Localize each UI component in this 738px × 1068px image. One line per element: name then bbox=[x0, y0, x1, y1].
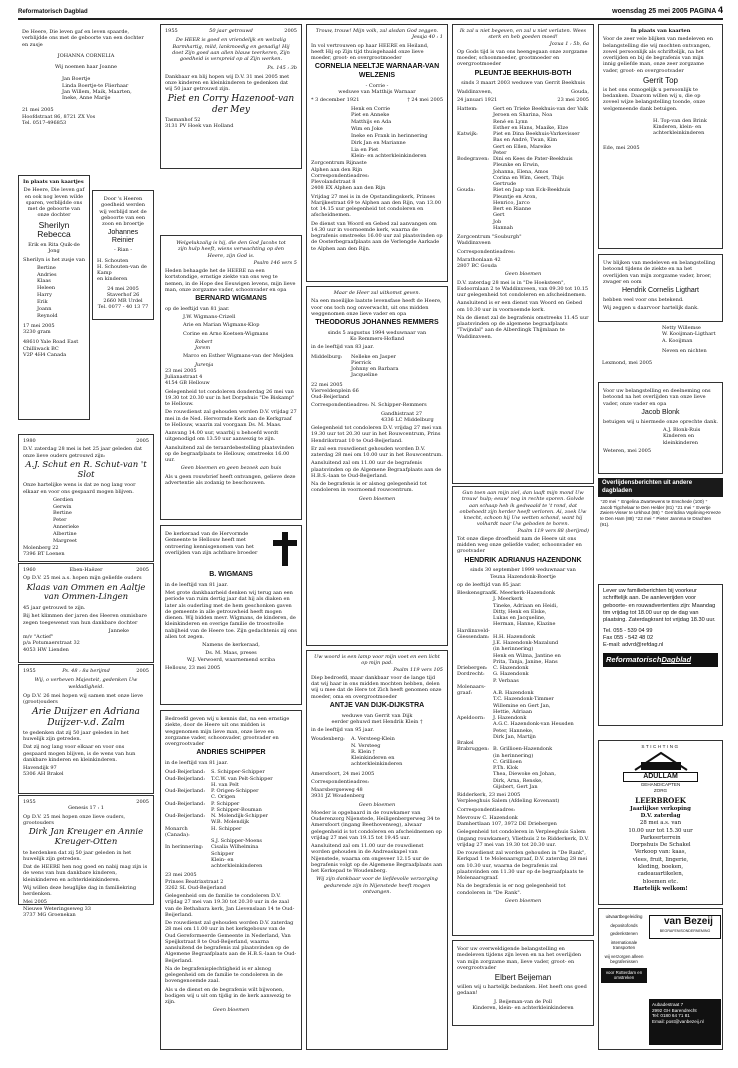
death-remmers: Maar de Heer zal uitkomst geven. Na een moeilijke laatste levensfase heeft de Heere, voor ons toch nog onverwacht, uit ons midden weggenomen onze lieve vader en opa THEODORUS JOHANNES REMMERS sinds 5 augustus 1994 weduwnaar van Ko Remmers-Hofland in de leeftijd van 83 jaar. Middelburg: Nelleke en Jasper Pierrick Johnny en Barbara Jacqueline 22 mei 2005 Vierveldenplein 66 Oud-Beijerland Correspondentieadres: N. Schipper-Remmers Gandhistraat 27 4336 LC Middelburg Gelegenheid tot condoleren D.V. vrijdag 27 mei van 19.30 uur tot 20.30 uur in het Rouwcentrum, Prins Hendrikstraat 10 te Oud-Beijerland. Er zal een rouwdienst gehouden worden D.V. zaterdag 28 mei om 10.00 uur in het Rouwcentrum. Aansluitend zal om 11.00 uur de begrafenis plaatsvinden op de Algemene Begraafplaats aan de H.B.S.-laan te Oud-Beijerland. Na de begrafenis is er alsnog gelegenheid tot condoleren in voornoemd rouwcentrum. Geen bloemen bbox=[306, 286, 448, 646]
family-place: Hattem: bbox=[457, 106, 478, 112]
family-names: C. Origen bbox=[211, 794, 236, 801]
family-place: Hardinxveld- bbox=[457, 627, 490, 634]
family-names: A.B. Hazendonk bbox=[493, 690, 534, 696]
thanks-ligthart: Uw blijken van medeleven en belangstelling betoond tijdens de ziekte en na het overlijden van mijn zorgzame vader, broer, zwager en oom Hendrik Cornelis Ligthart hebben veel voor ons betekend. Wij zeggen u daarvoor hartelijk dank. bbox=[598, 254, 723, 322]
family-names: Tineke, Adriaan en Heidi, bbox=[493, 602, 558, 609]
family-place: Oud-Beijerland: bbox=[165, 800, 206, 807]
family-names: Nelleke en Jasper bbox=[351, 353, 396, 360]
van-bezeij-contact: Aubadestraat 7 2992 GH Barendrecht Tel: 0180 64 71 81 Email: post@vanbezeij.nl bbox=[649, 999, 721, 1045]
family-names: achterkleinkinderen bbox=[351, 761, 403, 768]
birth-announcement-sherilyn: In plaats van kaartjes De Heere, Die leven gaf en ook nog leven wilde sparen, verblijdde ons met de geboorte van onze dochter Sherilyn Rebecca Erik en Rita Quik-de Jong Sherilyn is het zusje van Bertine Andries Klaas Heleen Harry Erik Joann Reynold 17 mei 2005 3230 gram 48610 Yale Road East Chilliwack BC V2P 4H4 Canada bbox=[18, 175, 90, 420]
family-names: Jeroen en Sharina, Noa bbox=[493, 112, 553, 119]
family-names: Piet en Dina Beekhuis-Varkevisser bbox=[493, 131, 580, 137]
family-names: Gert bbox=[493, 212, 505, 219]
family-names: P. Schipper-Bouman bbox=[211, 806, 262, 813]
family-names: J. Hazendonk bbox=[493, 715, 527, 721]
other-deaths-title: Overlijdensberichten uit andere dagbladen bbox=[598, 478, 723, 497]
family-names: (in herinnering) bbox=[493, 646, 534, 653]
van-bezeij-logo: van Bezeij BEGRAFENISONDERNEMING bbox=[649, 915, 721, 939]
family-names: J.E. Hazendonk-Mazalund bbox=[493, 640, 559, 646]
family-place: Oud-Beijerland: bbox=[165, 813, 206, 819]
family-names: Gertrude bbox=[493, 181, 517, 187]
family-names: B. Grillioen-Hazendonk bbox=[493, 746, 553, 753]
family-names: R. Klein † bbox=[351, 748, 376, 755]
family-place: Giessendam: bbox=[457, 633, 490, 640]
family-place: Woudenberg: bbox=[311, 736, 345, 743]
thanks-ligthart-signatures: Netty Willemse W. Kooijman-Ligthart A. Kooijman Neven en nichten Lexmond, mei 2005 bbox=[602, 325, 716, 366]
family-place: Oud-Beijerland: bbox=[165, 788, 206, 794]
family-place: Middelburg: bbox=[311, 353, 343, 360]
family-names: Hannah bbox=[493, 224, 513, 231]
adullam-logo-icon bbox=[631, 750, 691, 772]
family-names: Cisalia Wilhelmina bbox=[211, 844, 259, 851]
rd-advertisement: Lever uw familieberichten bij voorkeur schriftelijk aan. De aanleverijden voor geboorte- en rouwadvertenties zijn: Maandag tim vrijdag tot 18.00 uur op de dag van plaatsing. Zaterdagkrant tot vrijdag 18.30 uur. Tel. 055 - 539 04 99 Fax 055 - 542 48 02 E-mail: advrd@refdag.nl ReformatorischDagblad bbox=[598, 584, 723, 726]
family-names: N. Molendijk-Schipper bbox=[211, 813, 268, 819]
van-bezeij-advertisement: uitvaartbegeleiding depositofonds gedenkstenen internationale transporten wij verzorgen alleen begrafenissen voor Rotterdam en omstreken van Bezeij BEGRAFENISONDERNEMING Aubadestraat 7 2992 GH Barendrecht Tel: 0180 64 71 81 Email: post@vanbezeij.nl bbox=[598, 908, 723, 1050]
family-row bbox=[311, 372, 443, 378]
family-row bbox=[311, 761, 443, 767]
thanks-beijeman: Voor uw overweldigende belangstelling en medeleven tijdens zijn leven en na het overlijden van mijn zorgzame man, lieve vader, groot- en overgrootvader Elbert Beijeman willen wij u hartelijk bedanken. Het heeft ons goed gedaan! J. Beijeman-van de Poll Kinderen, klein- en achterkleinkinderen bbox=[452, 940, 594, 1026]
family-place: In herinnering: bbox=[165, 844, 204, 851]
family-names: Thea, Diewoke en Johan, bbox=[493, 771, 556, 778]
family-place: Oud-Beijerland: bbox=[165, 769, 206, 776]
death-schipper: Bedroefd geven wij u kennis dat, na een ernstige ziekte, door de Heere uit ons midden is weggenomen mijn lieve man, onze lieve en zorgzame vader, schoonvader, grootvader en overgrootvader ANDRIES SCHIPPER in de leeftijd van 81 jaar. Oud-Beijerland: S. Schipper-Schipper Oud-Beijerland: T.C.W. van Pelt-Schipper H. van Pelt Oud-Beijerland: P. Origen-Schipper C. Origen Oud-Beijerland: P. Schipper P. Schipper-Bouman Oud-Beijerland: N. Molendijk-Schipper W.B. Molendijk Monarch (Canada): H. Schipper S.J. Schipper-Moens In herinnering: Cisalia Wilhelmina Schipper Klein- en achterkleinkinderen 23 mei 2005 Prinses Beatrixstraat 2 3262 SL Oud-Beijerland Gelegenheid om de familie te condoleren D.V. vrijdag 27 mei van 19.30 tot 20.30 uur in de zaal van de Bethabara kerk, Jan Lievenslaan 14 te Oud-Beijerland. De rouwdienst zal gehouden worden D.V. zaterdag 28 mei om 11.00 uur in het kerkgebouw van de Oud Gereformeerde Gemeente in Nederland, Van Speijkstraat 8 te Oud-Beijerland, waarna aansluitend de begrafenis zal plaatsvinden op de Algemene Begraafplaats aan de H.B.S.-laan te Oud-Beijerland. Na de begrafenisplechtigheid is er alsnog gelegenheid om de familie te condoleren in de bovengenoemde zaal. Als u de dienst en de begrafenis wilt bijwonen, bodigen wij u uit om tijdig in de kerk aanwezig te zijn. Geen bloemen bbox=[160, 710, 302, 1050]
family-place: Monarch (Canada): bbox=[165, 825, 190, 838]
anniversary-schut: 1980 2005 D.V. zaterdag 28 mei is het 25 jaar geleden dat onze lieve ouders getrouwd zijn: A.J. Schut en R. Schut-van 't Slot Onze hartelijke wens is dat ze nog lang voor elkaar en voor ons gespaard mogen blijven. Gerdien Gerwin Bertine Peter Annerieke Albertine Margreet Molenberg 22 7396 BT Loenen bbox=[18, 434, 154, 562]
family-names: Gert en Trieke Beekhuis-van der Valk bbox=[493, 106, 589, 112]
family-place: Driebergen: bbox=[457, 665, 488, 671]
family-names: Henrico, Jarco bbox=[493, 199, 530, 206]
family-names: J. Meerkerk bbox=[493, 596, 523, 603]
family-names: Klein- en bbox=[211, 856, 234, 863]
other-deaths-body: ⁺20 mei ⁺ Engelina Zwartewens te Enschede (100) ⁺ Jacob Tigchelaar te Den Helder (81) ⁺21 mei ⁺ Evertje Zwiers-Visser te Urkhout (86) ⁺ Gerritdina Voplining-Kreeze te Den Ham (88) ⁺22 mei ⁺ Pieter Jannma te Drachten (91). bbox=[600, 499, 721, 527]
family-names: Peter, Hanneke, bbox=[493, 727, 534, 734]
family-place bbox=[457, 225, 493, 231]
cross-icon bbox=[273, 532, 297, 566]
family-names: A. Versteeg-Klein bbox=[351, 736, 395, 743]
family-names: Pleuntje en Aron, bbox=[493, 193, 538, 200]
family-names: P. Verbaas bbox=[493, 677, 519, 684]
family-names: (in herinnering) bbox=[493, 752, 534, 759]
death-van-dijk: Uw woord is een lamp voor mijn voet en een licht op mijn pad. Psalm 119 vers 105 Diep bedroefd, maar dankbaar voor de lange tijd dat wij haar in ons midden mochten hebben, delen wij u mee dat de Here tot Zich heeft genomen onze moeder, oma en overgrootmoeder ANTJE VAN DIJK-DIJKSTRA weduwe van Gerrit van Dijk eerder gehuwd met Hendrik Klein † in de leeftijd van 95 jaar. Woudenberg: A. Versteeg-Klein N. Versteeg R. Klein † Kleinkinderen en achterkleinkinderen Amersfoort, 24 mei 2005 Correspondentieadres: Maarsbergseweg 48 3931 JZ Woudenberg Geen bloemen Moeder is opgebaard in de rouwkamer van Ouderenzorg Nijenstede, Heiligenbergerweg 34 te Amersfoort (ingang Beethovenweg), alwaar gelegenheid is tot condoleren en afscheidnemen op vrijdag 27 mei van 19.15 tot 19.45 uur. Aansluitend zal om 11.00 uur de rouwdienst worden gehouden in de Andreaskapel van Nijenstede, waarna om ongeveer 12.15 uur de begrafenis volgt op de Algemene Begraafplaats aan het Kerkepad te Woudenberg. Wij zijn dankbaar voor de liefdevolle verzorging gedurende zijn in Nijenstede heeft mogen ontvangen. bbox=[306, 650, 448, 1050]
family-names: T.C.W. van Pelt-Schipper bbox=[211, 775, 273, 782]
family-names: T.C. Hazendonk-Timmer bbox=[493, 696, 554, 703]
family-names: Bas en André, Twan, Kim bbox=[493, 137, 558, 144]
thanks-blonk: Voor uw belangstelling en deelneming ons betoond na het overlijden van onze lieve vader, onze vader en opa Jacob Blonk betuigen wij u hiermede onze oprechte dank. A.J. Blonk-Ruis Kinderen en kleinkinderen Weteren, mei 2005 bbox=[598, 382, 723, 474]
family-names: Jacqueline bbox=[351, 372, 378, 379]
family-names: Esther en Hans, Maaike, Elze bbox=[493, 124, 569, 131]
death-hazendonk: Gun toen aan mijn ziel, dan laaft mijn mond Uw trouw' hulp; eeuw' nog in rechte sporen. Golvde aan schaap heb ik gedwaald te 't rond, dat onbehoedt zijn herder heeft verloren. Ai, zoek Uw knecht, schoon hij Uw wetten schond, want hij volhardt naar Uw geboden te horen. Psalm 119 vers 88 (berijmd) Tot onze diepe droefheid nam de Heere uit ons midden weg onze geliefde vader, schoonvader en grootvader HENDRIK ADRIANUS HAZENDONK sinds 30 september 1999 weduwnaar van Teuna Hazendonk-Boertje op de leeftijd van 85 jaar. Bleskensgraaf: K. Meerkerk-Hazendonk J. Meerkerk Tineke, Adriaan en Heidi, Ditty, Henk en Elske, Lukas en Jacqueline, Herman, Hanne, Klazine Hardinxveld- Giessendam: H.H. Hazendonk J.E. Hazendonk-Mazalund (in herinnering) Henk en Wilma, Jantine en Prita, Tanja, Janine, Hans Driebergen: C. Hazendonk Dordrecht: G. Hazendonk P. Verbaas Molenaars- graaf: A.B. Hazendonk T.C. Hazendonk-Timmer Willemine en Gert Jan, Hettie, Adriaan Apeldoorn: J. Hazendonk A.G.C. Hazendonk-van Heusden Peter, Hanneke, Dirk Jan, Martijn Brakel Brabruggen: B. Grillioen-Hazendonk (in herinnering) C. Grillioen P.Th. Klok Thea, Diewoke en Johan, Dirk, Arna, Renske, Gijsbert, Gert Jan Ridderkerk, 23 mei 2005 Verpleeghuis Salem (Afdeling Kovenant) Correspondentieadres: Mevrouw C. Hazendonk Damhertlaan 107, 3972 DE Driebergen Gelegenheid tot condoleren in Verpleeghuis Salem (ingang rouwkamer), Vliethuis 2 te Ridderkerk, D.V. vrijdag 27 mei van 19.30 tot 20.30 uur. De rouwdienst zal worden gehouden in "De Rank", Kerkpad 1 te Molenaarsgraaf, D.V. zaterdag 28 mei om 10.30 uur, waarna de begrafenis zal plaatsvinden om 11.30 uur op de begraafplaats te Molenaarsgraaf. Na de begrafenis is er nog gelegenheid tot condoleren in "De Rank". Geen bloemen bbox=[452, 486, 594, 936]
family-names: H. Schipper bbox=[211, 825, 242, 832]
family-names: achterkleinkinderen bbox=[211, 863, 263, 869]
death-wigmans-church: De kerkeraad van de Hervormde Gemeente te Hellouw heeft met ontroering kennisgenomen van het overlijden van zijn achtbare broeder B. WIGMANS in de leeftijd van 81 jaar. Met grote dankbaarheid denken wij terug aan een periode van ruim dertig jaar dat hij als diaken en later als ouderling met de hem geschonken gaven de gemeente in alle getrouwheid heeft mogen dienen. Wij bidden mevr. Wigmans, de kinderen, de kleinkinderen en overige familie de troostvolle nabijheid van de Heere toe. Zijn gedachtenis zij ons allen tot zegen. Namens de kerkeraad, Ds. M. Maas, preses W.J. Verwoerd, waarnemend scriba Hellouw, 23 mei 2005 bbox=[160, 525, 302, 705]
family-names: K. Meerkerk-Hazendonk bbox=[493, 590, 555, 596]
family-place: Bodegraven: bbox=[457, 156, 490, 162]
family-names: Bert en Rianne bbox=[493, 206, 532, 212]
family-names: Corina en Wim, Geert, Thijs bbox=[493, 174, 564, 181]
family-row bbox=[165, 826, 297, 839]
family-place: Bleskensgraaf: bbox=[457, 590, 495, 596]
family-names: G. Hazendonk bbox=[493, 671, 529, 678]
family-names: Kleinkinderen en bbox=[351, 755, 395, 761]
anniversary-van-ommen: 1960 Eben-Haëzer 2005 Op D.V. 25 mei a.s. hopen mijn geliefde ouders Klaas van Ommen en Aaltje van Ommen-Lingen 45 jaar getrouwd te zijn. Bij het klimmen der jaren des Heeren onmisbare zegen toegewenst van hun dankbare dochter Janneke m/v "Actief" p/a Potumaerstraat 32 4053 HW Lienden bbox=[18, 563, 154, 663]
family-names: P. Schipper bbox=[211, 800, 240, 807]
family-names: René en Lynn bbox=[493, 118, 528, 125]
family-names: Dirk, Arna, Renske, bbox=[493, 777, 543, 784]
family-names: Henk en Wilma, Jantine en bbox=[493, 652, 561, 659]
family-place: Apeldoorn: bbox=[457, 715, 485, 721]
death-beekhuis: Ik zal u niet begeven, en zal u niet verlaten. Wees sterk en heb goeden moed! Jozua 1 : 5b, 6a Op Gods tijd is van ons heengegaan onze zorgzame moeder, schoonmoeder, grootmoeder en overgrootmoeder PLEUNTJE BEEKHUIS-BOTH sinds 3 maart 2003 weduwe van Gerrit Beekhuis Waddinxveen, Gouda, 24 januari 1921 23 mei 2005 Hattem: Gert en Trieke Beekhuis-van der Valk Jeroen en Sharina, Noa René en Lynn Esther en Hans, Maaike, Elze Katwijk: Piet en Dina Beekhuis-Varkevisser Bas en André, Twan, Kim Gert en Ellen, Mareike Peter Bodegraven: Dini en Kees de Pater-Beekhuis Pleunke en Erwin, Johanna, Elena, Amos Corina en Wim, Geert, Thijs Gertrude Gouda: Riet en Jaap van Eck-Beekhuis Pleuntje en Aron, Henrico, Jarco Bert en Rianne Gert Job Hannah Zorgcentrum "Souburgh" Waddinxveen Correspondentieadres: Marathonlaan 42 2807 BC Gouda Geen bloemen D.V. zaterdag 28 mei is in "De Hoeksteen", Esdoornlaan 2 te Waddinxveen, van 09.30 tot 10.15 uur gelegenheid tot condoleren en afscheidnemen. Aansluitend is er een dienst van Woord en Gebed om 10.30 uur in voornoemde kerk. Na de dienst zal de begrafenis omstreeks 11.45 uur plaatsvinden op de algemene begraafplaats "Twijndal" aan de Alberdingk Thijmlaan te Waddinxveen. bbox=[452, 24, 594, 484]
thanks-top: In plaats van kaarten Voor de zeer vele blijken van medeleven en belangstelling die wij mochten ontvangen, zowel persoonlijk als schriftelijk, na het overlijden en bij de begrafenis van mijn innig geliefde man, onze zeer zorgzame vader, groot- en overgrootvader Gerrit Top is het ons onmogelijk u persoonlijk te bedanken. Daarom willen wij u, die op zoveel wijze belangstelling toonde, onze welgemeende dank betuigen. H. Top-van den Brink Kinderen, klein- en achterkleinkinderen Ede, mei 2005 bbox=[598, 24, 723, 249]
family-place bbox=[311, 761, 351, 767]
family-names: Lukas en Jacqueline, bbox=[493, 615, 546, 621]
other-deaths-box bbox=[598, 478, 723, 548]
family-place: Brakel bbox=[457, 740, 474, 746]
family-row bbox=[165, 863, 297, 869]
family-names: P. Origen-Schipper bbox=[211, 788, 259, 794]
death-warnaar: Trouw, trouw! Mijn volk, zal alsdan God zeggen. Jesaja 40 : 1 In vol vertrouwen op haar HEERE en Heiland, heeft Hij op Zijn tijd thuisgehaald onze lieve moeder, groot- en overgrootmoeder CORNELIA NEELTJE WARNAAR-VAN WELZENIS - Corrie - weduwe van Matthijs Warnaar * 3 december 1921 † 24 mei 2005 Henk en Corrie Piet en Anneke Matthijs en Ada Wim en Joke Ineke en Frank in herinnering Dirk Jan en Marianne Lia en Piet Klein- en achterkleinkinderen Zorgcentrum Rijnaste Alphen aan den Rijn Correspondentieadres: Plevolandstraat 8 2408 EX Alphen aan den Rijn Vrijdag 27 mei is in de Opstandingskerk, Prinses Marijkestraat 69 te Alphen aan den Rijn, van 13.00 tot 14.15 uur gelegenheid tot condoleren en afscheidnemen. De dienst van Woord en Gebed zal aanvangen om 14.30 uur in voornoemde kerk, waarna de begrafenis omstreeks 16.00 uur zal plaatsvinden op de Oosterbegraafplaats aan de Verlengde Aarkade te Alphen aan den Rijn. bbox=[306, 24, 448, 282]
family-names: Peter bbox=[493, 149, 507, 156]
family-names: Herman, Hanne, Klazine bbox=[493, 621, 556, 628]
family-names: Dini en Kees de Pater-Beekhuis bbox=[493, 156, 573, 162]
family-place: graaf: bbox=[457, 690, 473, 696]
family-place: Katwijk: bbox=[457, 131, 478, 137]
family-names: C. Hazendonk bbox=[493, 665, 529, 671]
family-place bbox=[457, 784, 493, 790]
family-place: Gouda: bbox=[457, 187, 476, 194]
family-names: Dirk Jan, Martijn bbox=[493, 733, 536, 740]
page-header bbox=[18, 6, 723, 20]
family-names: Prita, Tanja, Janine, Hans bbox=[493, 658, 558, 665]
family-names: Hettie, Adriaan bbox=[493, 708, 533, 715]
family-names: Johnny en Barbara bbox=[351, 366, 399, 372]
family-place bbox=[311, 372, 351, 378]
family-place: Oud-Beijerland: bbox=[165, 775, 206, 782]
birth-announcement-joanne: De Heere, Die leven gaf en leven spaarde, verblijdde ons met de geboorte van een dochter en zusje JOHANNA CORNELIA Wij noemen haar Joanne Jan Boertje Linda Boertje-te Flierhaar Jan Willem, Maik, Maarten, Ineke, Anne Marije 21 mei 2005 Hoofdstraat 86, 8721 ZX Vos Tel. 0517-496853 bbox=[22, 29, 144, 126]
family-names: Gert en Ellen, Mareike bbox=[493, 143, 551, 150]
family-names: Riet en Jaap van Eck-Beekhuis bbox=[493, 187, 571, 194]
family-names: H.H. Hazendonk bbox=[493, 633, 536, 640]
family-names: A.G.C. Hazendonk-van Heusden bbox=[493, 721, 574, 728]
family-names: Gijsbert, Gert Jan bbox=[493, 783, 538, 790]
family-names: C. Grillioen bbox=[493, 758, 522, 765]
anniversary-duijzer: 1955 Ps. 48 : 8a berijmd 2005 Wij, o verheven Majesteit, gedenken Uw weldadigheid. Op D.V. 26 mei hopen wij samen met onze lieve (groot)ouders Arie Duijzer en Adriana Duijzer-v.d. Zalm te gedenken dat zij 50 jaar geleden in het huwelijk zijn getreden. Dat zij nog lang voor elkaar en voor ons gespaard mogen blijven, is de wens van hun dankbare kinderen en kleinkinderen. Havendijk 97 5306 AH Brakel bbox=[18, 664, 154, 794]
page-date: woensdag 25 mei 2005 PAGINA 4 bbox=[612, 5, 723, 16]
family-place: Molenaars- bbox=[457, 683, 486, 690]
birth-announcement-rian: Door 's Heeren goedheid werden wij verblijd met de geboorte van een zoon en broertje Johannes Reinier - Rian - H. Schouten H. Schouten-van de Kamp en kinderen 24 mei 2005 Staverhof 26 2660 MR Urdel Tel. 0077 - 40 13 77 bbox=[92, 190, 154, 320]
family-place: Dordrecht: bbox=[457, 671, 485, 678]
family-names: P.Th. Klok bbox=[493, 765, 519, 771]
anniversary-hazenoot: 1955 50 jaar getrouwd 2005 De HEER is goed en vriendelijk en welzalig Barmhartig, mild, lankmoedig en genadig! Hij doet Zijn goed aan allen blauw teerkeren, Zijn goedheid is verspreid op al Zijn werken. Ps. 145 : 3b Dankbaar en blij hopen wij D.V. 31 mei 2005 met onze kinderen en kleinkinderen te gedenken dat wij 50 jaar getrouwd zijn. Piet en Corry Hazenoot-van der Mey Tasmanhof 52 3131 PV Hoek van Holland bbox=[160, 24, 302, 169]
family-names: Johanna, Elena, Amos bbox=[493, 168, 549, 175]
family-names: Schipper bbox=[211, 850, 234, 857]
family-names: Job bbox=[493, 218, 502, 225]
family-place bbox=[165, 863, 211, 869]
family-names: Ditty, Henk en Elske, bbox=[493, 608, 547, 615]
family-names: Willemine en Gert Jan, bbox=[493, 702, 551, 709]
family-names: Pleunke en Erwin, bbox=[493, 162, 540, 169]
family-names: W.B. Molendijk bbox=[211, 819, 249, 826]
anniversary-kreuger: 1955 2005 Genesis 17 : 1 Op D.V. 25 mei hopen onze lieve ouders, grootouders Dirk Jan Kreuger en Annie Kreuger-Otten te herdenken dat zij 50 jaar geleden in het huwelijk zijn getreden. Dat de HEERE hen nog goed en nabij mag zijn is de wens van hun dankbare kinderen, kleinkinderen en achterkleinkinderen. Wij willen deze heuglijke dag in familiekring herdenken. Mei 2005 Nieuwe Weteringseweg 33 3737 MG Groenekan bbox=[18, 795, 154, 905]
family-names: S.J. Schipper-Moens bbox=[211, 838, 262, 844]
family-names: H. van Pelt bbox=[211, 781, 239, 788]
rd-logo: ReformatorischDagblad bbox=[603, 653, 718, 666]
family-names: Pierrick bbox=[351, 359, 372, 366]
family-row bbox=[457, 225, 589, 231]
family-names: N. Versteeg bbox=[351, 742, 381, 749]
paper-name: Reformatorisch Dagblad bbox=[18, 8, 88, 15]
family-names: S. Schipper-Schipper bbox=[211, 769, 265, 776]
death-wigmans-family: Welgelukzalig is hij, die den God Jacobs tot zijn hulp heeft, wiens verwachting op den Heere, zijn God is. Psalm 146 vers 5 Heden behaagde het de HEERE na een kortstondige, ernstige ziekte van ons weg te nemen, in de Hope des Eeuwigen levens, mijn lieve man, onze zorgzame vader, schoonvader en opa BERNARD WIGMANS op de leeftijd van 81 jaar. J.W. Wigmans-Crizell Arie en Marian Wigmans-Klop Corine en Arno Koetsen-Wigmans Robert Jorem Marco en Esther Wigmans-van der Meijden Jurenja 23 mei 2005 Julianastraat 4 4154 GB Hellouw Gelegenheid tot condoleren donderdag 26 mei van 19.30 tot 20.30 uur in het Dorpshuis "De Biskamp" te Hellouw. De rouwdienst zal gehouden worden D.V. vrijdag 27 mei in de Ned. Hervormde Kerk aan de Kerkgraaf te Hellouw, waarin zal voorgaan Ds. M. Maas. Aanvang 14.00 uur, waarbij u behoefd wordt uitgenodigd om 13.50 uur aanwezig te zijn. Aansluitend zal de teraardebestelling plaatsvinden op de begraafplaats te Hellouw, omstreeks 16.00 uur. Geen bloemen en geen bezoek aan huis Als u geen rouwbrief heeft ontvangen, gelieve deze advertentie als zodanig te beschouwen. bbox=[160, 235, 302, 520]
adullam-advertisement: STICHTING ADULLAM GEHANDICAPTEN ZORG LEERBROEK Jaarlijkse verkoping D.V. zaterdag 28 mei a.s. van 10.00 uur tot 15.30 uur Parkeerterrein Dorpshuis De Schakel Verkoop van: kaas, vlees, fruit, lingerie, kleding, boeken, cadeauartikelen, bloemen etc. Hartelijk welkom! bbox=[598, 740, 723, 905]
family-place: Brabruggen: bbox=[457, 746, 490, 753]
family-row bbox=[457, 784, 589, 790]
